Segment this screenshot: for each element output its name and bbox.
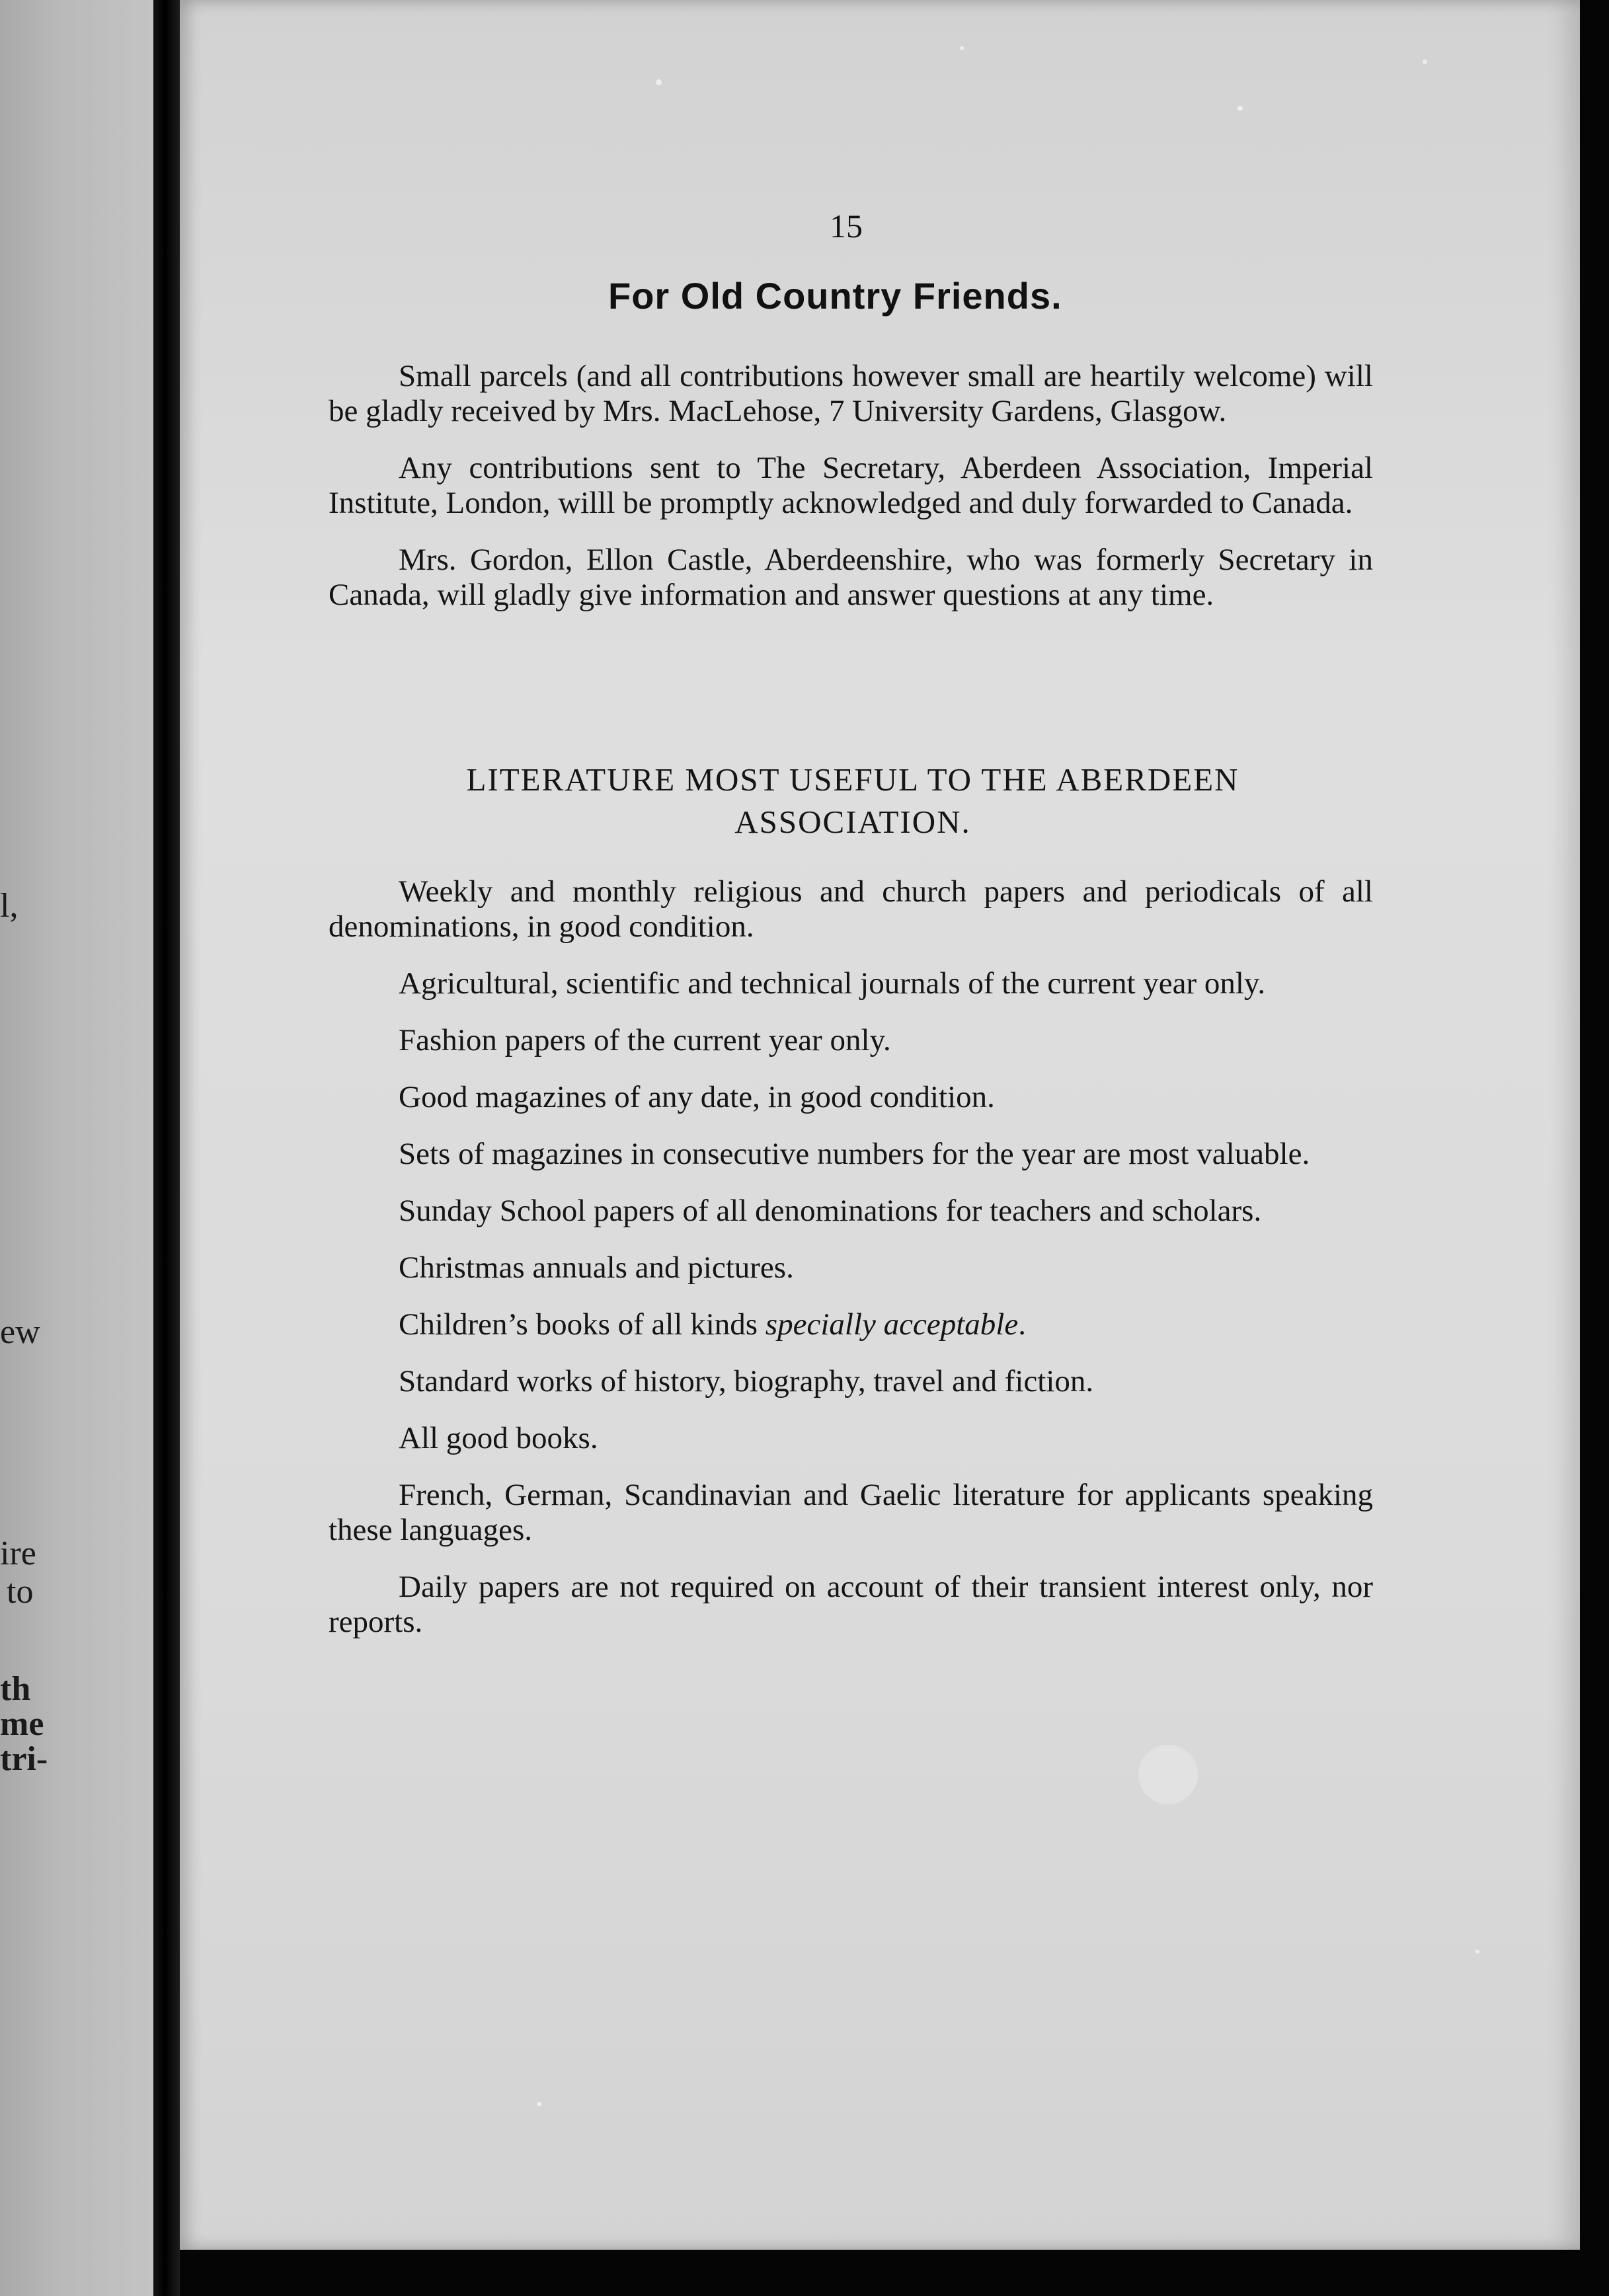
list-item: Daily papers are not required on account of their transient interest only, nor reports. bbox=[329, 1570, 1373, 1639]
paragraph-mrs-gordon: Mrs. Gordon, Ellon Castle, Aberdeenshire, who was formerly Secretary in Canada, will gladly give information and answer questions at any time. bbox=[329, 543, 1373, 612]
book-gutter bbox=[153, 0, 180, 2296]
facing-page-edge bbox=[0, 0, 153, 2296]
intro-paragraphs bbox=[329, 359, 1373, 634]
list-item: Fashion papers of the current year only. bbox=[399, 1023, 891, 1057]
paper-speck bbox=[1475, 1950, 1479, 1954]
facing-page-fragment: ew bbox=[0, 1313, 40, 1351]
list-item: Agricultural, scientific and technical journals of the current year only. bbox=[399, 966, 1266, 1001]
facing-page-fragment: tri- bbox=[0, 1740, 48, 1778]
scan-border-bottom bbox=[180, 2250, 1609, 2296]
facing-page-fragment: to bbox=[7, 1573, 34, 1611]
list-item: Standard works of history, biography, travel and fiction. bbox=[399, 1364, 1094, 1398]
facing-page-fragment: l, bbox=[0, 887, 19, 925]
page-number: 15 bbox=[830, 208, 863, 245]
specially-acceptable-emphasis: specially acceptable bbox=[765, 1307, 1019, 1342]
facing-page-fragment: ire bbox=[0, 1535, 36, 1572]
literature-heading: LITERATURE MOST USEFUL TO THE ABERDEEN ASSOCIATION. bbox=[466, 761, 1239, 840]
facing-page-fragment: me bbox=[0, 1705, 44, 1743]
list-item: Sets of magazines in consecutive numbers for the year are most valuable. bbox=[399, 1137, 1310, 1171]
section-title: For Old Country Friends. bbox=[608, 275, 1062, 317]
list-item: All good books. bbox=[399, 1421, 598, 1455]
list-item: Sunday School papers of all denominations for teachers and scholars. bbox=[399, 1194, 1262, 1228]
paper-speck bbox=[537, 2102, 541, 2106]
paper-speck bbox=[1423, 59, 1427, 64]
list-item: French, German, Scandinavian and Gaelic literature for applicants speaking these languages. bbox=[329, 1478, 1373, 1547]
list-item-childrens-books bbox=[329, 1307, 1373, 1342]
childrens-books-text: Children’s books of all kinds bbox=[399, 1307, 765, 1342]
list-item: Weekly and monthly religious and church papers and periodicals of all denominations, in good condition. bbox=[329, 874, 1373, 944]
paragraph-contributions: Any contributions sent to The Secretary, Aberdeen Association, Imperial Institute, London, willl be promptly acknowledged and duly forwarded to Canada. bbox=[329, 451, 1373, 520]
literature-list bbox=[329, 874, 1373, 1662]
paper-glare bbox=[1138, 1745, 1198, 1804]
paper-speck bbox=[656, 79, 662, 85]
paper-speck bbox=[1237, 106, 1243, 111]
list-item: Good magazines of any date, in good condition. bbox=[399, 1080, 995, 1114]
facing-page-fragment: th bbox=[0, 1670, 31, 1708]
paragraph-small-parcels: Small parcels (and all contributions however small are heartily welcome) will be gladly received by Mrs. MacLehose, 7 University Gardens, Glasgow. bbox=[329, 359, 1373, 428]
paper-speck bbox=[960, 46, 964, 50]
childrens-books-period: . bbox=[1018, 1307, 1026, 1342]
list-item: Christmas annuals and pictures. bbox=[399, 1250, 794, 1285]
